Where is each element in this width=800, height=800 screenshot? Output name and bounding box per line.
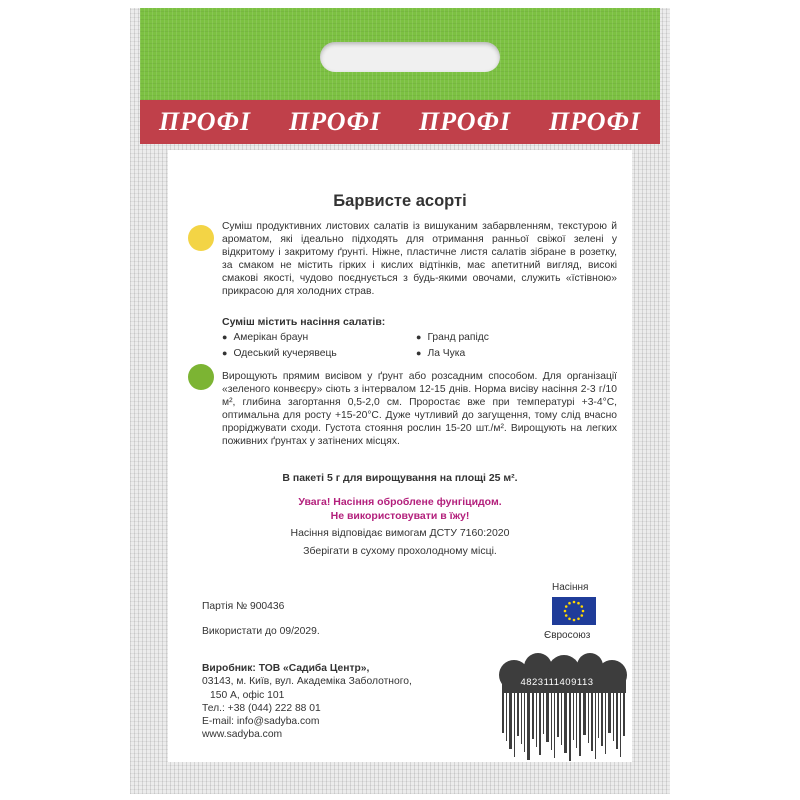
barcode-bar xyxy=(561,693,562,745)
barcode-bar xyxy=(579,693,581,756)
barcode-bar xyxy=(536,693,537,747)
storage-instructions: Зберігати в сухому прохолодному місці. xyxy=(303,545,497,557)
barcode-bar xyxy=(527,693,530,760)
eu-flag-icon xyxy=(552,597,596,625)
package-info: В пакеті 5 г для вирощування на площі 25 м². xyxy=(282,472,518,484)
barcode-number: 4823111409113 xyxy=(520,677,594,688)
barcode-bar xyxy=(573,693,574,740)
fungicide-warning: Увага! Насіння оброблене фунгіцидом. xyxy=(298,496,502,508)
manufacturer-email: E-mail: info@sadyba.com xyxy=(202,716,320,728)
barcode-bar xyxy=(616,693,618,749)
barcode-bar xyxy=(623,693,625,736)
brand-label: ПРОФІ xyxy=(548,107,642,136)
growing-instructions: Вирощують прямим висівом у ґрунт або розсадним способом. Для організації «зеленого конвеєру» сіють з інтервалом 12-15 днів. Норма висіву насіння 2-3 г/10 м², глибина загортання 0,5-2,0 см. Проростає вже при температурі +3-4°С, оптимальна для росту +15-20°С. Дуже чутливий до загущення, тому слід вчасно проріджувати сходи. Густота стояння рослин 15-20 шт./м². Вирощують на легких поживних ґрунтах у затінених місцях. xyxy=(222,371,617,448)
manufacturer-website: www.sadyba.com xyxy=(202,729,283,741)
barcode-bar xyxy=(551,693,552,750)
green-top-band xyxy=(140,8,660,100)
barcode-bar xyxy=(588,693,589,743)
variety-item: ● Ла Чука xyxy=(416,348,465,359)
barcode-bar xyxy=(554,693,555,758)
standard-compliance: Насіння відповідає вимогам ДСТУ 7160:2020 xyxy=(290,527,510,539)
barcode-bar xyxy=(620,693,621,757)
brand-label: ПРОФІ xyxy=(158,107,252,136)
manufacturer-name: Виробник: ТОВ «Садиба Центр», xyxy=(202,663,370,674)
barcode-bar xyxy=(539,693,541,755)
barcode-bar xyxy=(524,693,525,752)
barcode-bar xyxy=(564,693,567,753)
seed-packet xyxy=(130,8,670,794)
seeds-origin-label: Насіння xyxy=(552,582,589,593)
product-title: Барвисте асорті xyxy=(333,192,467,210)
barcode-bar xyxy=(583,693,586,735)
barcode-bar xyxy=(605,693,606,754)
do-not-eat-warning: Не використовувати в їжу! xyxy=(330,510,470,522)
info-label xyxy=(168,150,632,762)
barcode-bar xyxy=(608,693,611,733)
barcode-bar xyxy=(509,693,512,749)
barcode-bar xyxy=(613,693,614,741)
barcode-bar xyxy=(521,693,522,744)
use-by-date: Використати до 09/2029. xyxy=(202,626,320,637)
barcode-bar xyxy=(517,693,519,736)
barcode-bar xyxy=(532,693,534,739)
barcode-bar xyxy=(576,693,577,748)
barcode-bar xyxy=(591,693,593,751)
variety-item: ● Гранд рапідс xyxy=(416,332,489,343)
barcode-bar xyxy=(569,693,571,761)
manufacturer-info xyxy=(202,662,462,742)
barcode-bar xyxy=(546,693,549,742)
brand-band xyxy=(140,100,660,144)
batch-number: Партія № 900436 xyxy=(202,601,285,612)
barcode-bars xyxy=(502,693,625,761)
barcode-bar xyxy=(595,693,596,759)
brand-label: ПРОФІ xyxy=(418,107,512,136)
manufacturer-phone: Тел.: +38 (044) 222 88 01 xyxy=(202,702,321,714)
barcode-bar xyxy=(506,693,507,741)
manufacturer-address: 03143, м. Київ, вул. Академіка Заболотного, xyxy=(202,676,412,688)
manufacturer-address: 150 А, офіс 101 xyxy=(210,689,285,701)
barcode-bar xyxy=(502,693,504,733)
barcode-bar xyxy=(557,693,559,737)
barcode-cloud-icon xyxy=(496,653,631,762)
eu-origin-label: Євросоюз xyxy=(544,630,591,641)
mix-title: Суміш містить насіння салатів: xyxy=(222,316,386,328)
product-description: Суміш продуктивних листових салатів із вишуканим забарвленням, текстурою й ароматом, які ідеально підходять для отримання ранньої свіжої зелені у відкритому і закритому ґрунті. Ніжне, пластичне листя салатів зібране в розетку, за смаком не містить гірких і кислих відтінків, має апетитний вигляд, високі смакові якості, чудово поєднується з будь-якими овочами, служить «їстівною» прикрасою для холодних страв. xyxy=(222,221,617,298)
barcode-bar xyxy=(514,693,515,757)
barcode-bar xyxy=(601,693,603,746)
yellow-dot-icon xyxy=(188,225,214,251)
variety-item: ● Одеський кучерявець xyxy=(222,348,337,359)
hang-hole xyxy=(320,42,500,72)
brand-label: ПРОФІ xyxy=(288,107,382,136)
variety-item: ● Амерікан браун xyxy=(222,332,308,343)
barcode-bar xyxy=(543,693,544,734)
barcode-bar xyxy=(598,693,599,738)
green-dot-icon xyxy=(188,364,214,390)
